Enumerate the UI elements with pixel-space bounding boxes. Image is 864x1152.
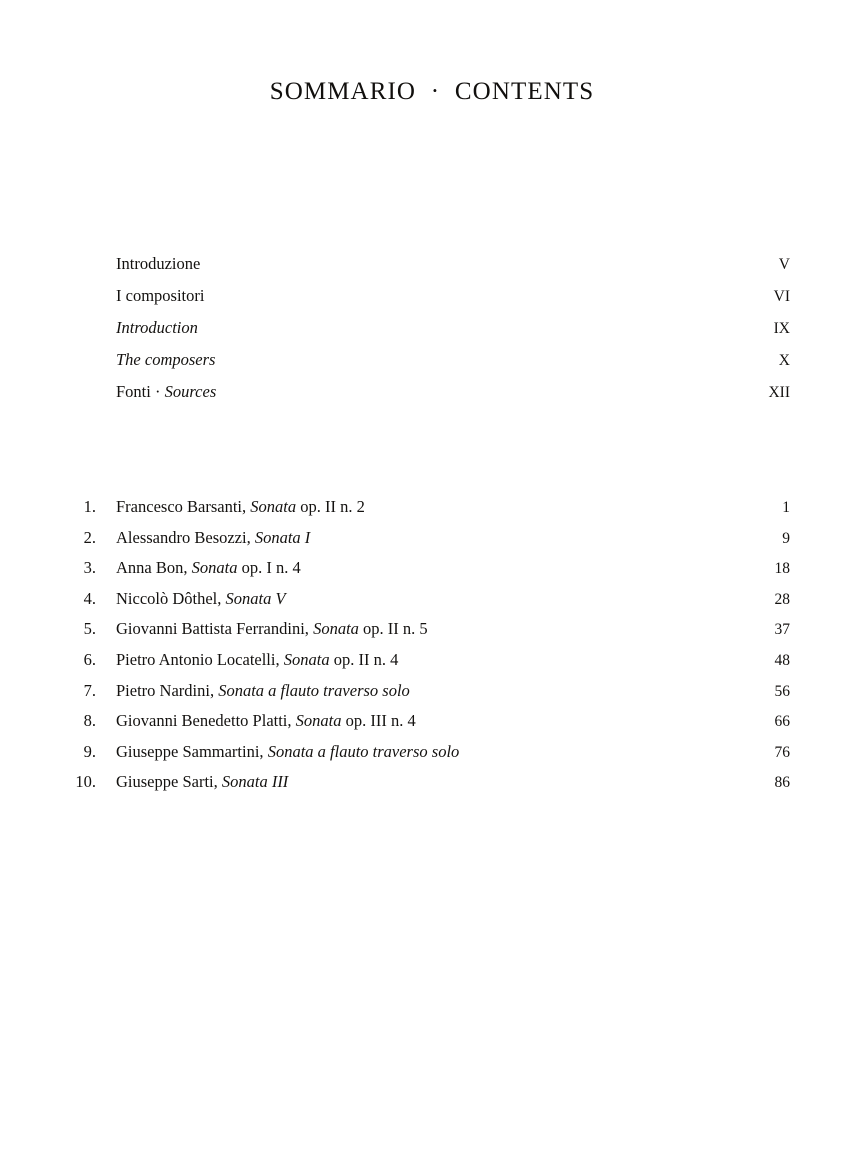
front-matter-label-plain: I compositori <box>116 286 205 305</box>
contents-composer-name: Giovanni Battista Ferrandini, <box>116 619 314 639</box>
front-matter-row[interactable] <box>72 318 790 350</box>
contents-row-label <box>116 772 730 792</box>
contents-row-label <box>116 711 730 731</box>
contents-composer-name: Francesco Barsanti, <box>116 497 251 516</box>
contents-row-number: 3. <box>83 558 96 578</box>
contents-page-number: 37 <box>774 621 790 639</box>
front-matter-row[interactable] <box>72 286 790 318</box>
contents-row[interactable] <box>72 589 790 620</box>
front-matter-list <box>72 254 790 414</box>
front-matter-label-plain: Introduzione <box>116 254 201 273</box>
front-matter-page-number: X <box>778 352 790 369</box>
contents-work-title: Sonata I <box>254 527 311 547</box>
contents-row[interactable] <box>72 681 790 712</box>
contents-row[interactable] <box>72 528 790 559</box>
contents-row-label <box>116 528 730 548</box>
contents-row[interactable] <box>72 497 790 528</box>
contents-row-number: 9. <box>83 741 96 761</box>
contents-work-title: Sonata <box>191 558 238 578</box>
contents-work-suffix: op. II n. 2 <box>296 497 365 516</box>
contents-row-number: 2. <box>83 527 96 547</box>
contents-row-label <box>116 742 730 762</box>
contents-row[interactable] <box>72 742 790 773</box>
contents-composer-name: Alessandro Besozzi, <box>116 527 255 547</box>
middot-separator-icon: · <box>154 382 165 401</box>
contents-row[interactable] <box>72 558 790 589</box>
contents-work-title: Sonata a flauto traverso solo <box>218 680 410 700</box>
contents-row-number: 8. <box>83 711 96 731</box>
front-matter-row[interactable] <box>72 254 790 286</box>
contents-row-label <box>116 589 730 609</box>
front-matter-row-label <box>116 286 730 306</box>
contents-work-title: Sonata III <box>221 772 289 792</box>
contents-composer-name: Pietro Nardini, <box>116 680 219 700</box>
contents-page-number: 48 <box>774 651 790 669</box>
front-matter-page-number: XII <box>768 384 790 401</box>
front-matter-label-plain: Fonti <box>116 382 155 401</box>
contents-row[interactable] <box>72 711 790 742</box>
contents-work-suffix: op. II n. 5 <box>358 619 428 639</box>
contents-work-suffix: op. II n. 4 <box>329 649 399 669</box>
front-matter-label-italic: Sources <box>164 382 217 401</box>
page-title: SOMMARIO · CONTENTS <box>269 78 595 105</box>
contents-row-label <box>116 650 730 670</box>
contents-work-title: Sonata a flauto traverso solo <box>267 741 460 761</box>
front-matter-row-label <box>116 350 730 370</box>
contents-work-title: Sonata <box>295 711 342 731</box>
contents-composer-name: Niccolò Dôthel, <box>116 588 226 608</box>
contents-row-number: 7. <box>83 680 96 700</box>
contents-work-title: Sonata <box>313 619 359 639</box>
contents-work-title: Sonata V <box>225 588 286 608</box>
front-matter-row-label <box>116 318 730 338</box>
contents-composer-name: Anna Bon, <box>116 558 192 578</box>
contents-page-number: 28 <box>774 590 790 608</box>
contents-work-suffix: op. III n. 4 <box>341 711 416 731</box>
front-matter-page-number: V <box>778 256 790 273</box>
contents-page-number: 66 <box>774 713 790 731</box>
contents-page-number: 86 <box>774 774 790 792</box>
front-matter-row-label <box>116 382 730 402</box>
contents-work-title: Sonata <box>283 649 330 669</box>
front-matter-row-label <box>116 254 730 274</box>
front-matter-row[interactable] <box>72 382 790 414</box>
contents-page-number: 76 <box>774 743 790 761</box>
contents-composer-name: Giuseppe Sarti, <box>116 772 222 792</box>
contents-page-number: 18 <box>774 560 790 578</box>
contents-row-label <box>116 558 730 578</box>
contents-page-number: 1 <box>782 499 790 516</box>
contents-row-number: 1. <box>83 497 96 516</box>
contents-row-number: 10. <box>75 772 96 792</box>
contents-page-number: 9 <box>782 529 790 547</box>
contents-list <box>72 497 790 803</box>
contents-work-title: Sonata <box>250 497 297 516</box>
contents-row-number: 5. <box>83 619 96 639</box>
contents-row[interactable] <box>72 619 790 650</box>
contents-row[interactable] <box>72 650 790 681</box>
front-matter-page-number: VI <box>773 288 790 305</box>
contents-row-label <box>116 681 730 701</box>
contents-page-number: 56 <box>774 682 790 700</box>
contents-row-number: 4. <box>83 588 96 608</box>
contents-row-label <box>116 497 730 517</box>
contents-row-label <box>116 619 730 639</box>
contents-composer-name: Pietro Antonio Locatelli, <box>116 649 284 669</box>
contents-composer-name: Giovanni Benedetto Platti, <box>116 711 296 731</box>
front-matter-page-number: IX <box>773 320 790 337</box>
contents-composer-name: Giuseppe Sammartini, <box>116 741 268 761</box>
contents-row-number: 6. <box>83 649 96 669</box>
front-matter-label-italic: Introduction <box>116 318 198 337</box>
front-matter-row[interactable] <box>72 350 790 382</box>
contents-work-suffix: op. I n. 4 <box>237 558 301 578</box>
front-matter-label-italic: The composers <box>116 350 216 369</box>
contents-row[interactable] <box>72 772 790 803</box>
